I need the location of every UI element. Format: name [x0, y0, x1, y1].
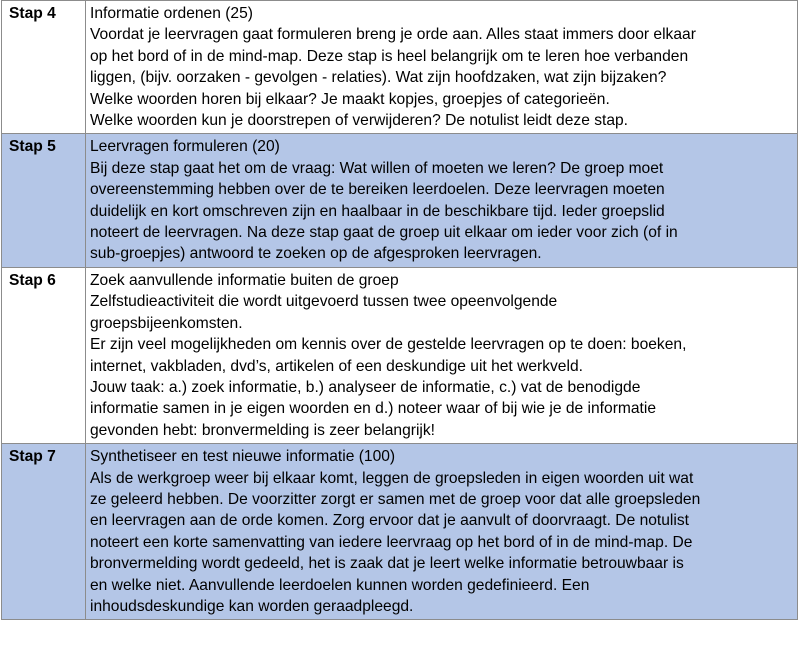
- step-text-line: en leervragen aan de orde komen. Zorg ervoor dat je aanvult of doorvraagt. De notulist: [90, 512, 689, 530]
- step-content: [86, 134, 798, 267]
- step-text-line: bronvermelding wordt gedeeld, het is zaak dat je leert welke informatie betrouwbaar is: [90, 555, 684, 573]
- step-title: Zoek aanvullende informatie buiten de groep: [90, 271, 399, 289]
- step-label: Stap 6: [2, 267, 86, 443]
- step-text-line: inhoudsdeskundige kan worden geraadpleegd.: [90, 597, 414, 615]
- step-text-line: Welke woorden kun je doorstrepen of verwijderen? De notulist leidt deze stap.: [90, 112, 628, 130]
- step-text-line: gevonden hebt: bronvermelding is zeer belangrijk!: [90, 421, 436, 439]
- step-row: [2, 444, 798, 620]
- step-row: [2, 134, 798, 267]
- step-title: Informatie ordenen (25): [90, 5, 253, 22]
- steps-table: [1, 0, 798, 620]
- step-text-line: groepsbijeenkomsten.: [90, 314, 243, 332]
- step-content: [86, 444, 798, 620]
- step-text-line: Zelfstudieactiviteit die wordt uitgevoerd tussen twee opeenvolgende: [90, 293, 558, 311]
- step-content: [86, 1, 798, 134]
- step-text-line: ze geleerd hebben. De voorzitter zorgt er samen met de groep voor dat alle groepsleden: [90, 490, 701, 508]
- step-title: Leervragen formuleren (20): [90, 138, 280, 156]
- step-text-line: Er zijn veel mogelijkheden om kennis over de gestelde leervragen op te doen: boeken,: [90, 336, 687, 354]
- step-text-line: internet, vakbladen, dvd’s, artikelen of een deskundige uit het werkveld.: [90, 357, 583, 375]
- step-text-line: sub-groepjes) antwoord te zoeken op de afgesproken leervragen.: [90, 245, 542, 263]
- step-label: Stap 7: [2, 444, 86, 620]
- step-text-line: Voordat je leervragen gaat formuleren breng je orde aan. Alles staat immers door elkaar: [90, 26, 696, 44]
- step-row: [2, 267, 798, 443]
- step-text-line: liggen, (bijv. oorzaken - gevolgen - relaties). Wat zijn hoofdzaken, wat zijn bijzaken?: [90, 69, 667, 87]
- step-text-line: op het bord of in de mind-map. Deze stap is heel belangrijk om te leren hoe verbanden: [90, 47, 689, 65]
- step-text-line: en welke niet. Aanvullende leerdoelen kunnen worden gedefinieerd. Een: [90, 576, 590, 594]
- step-content: [86, 267, 798, 443]
- step-label: Stap 5: [2, 134, 86, 267]
- step-title: Synthetiseer en test nieuwe informatie (100): [90, 448, 396, 466]
- step-text-line: overeenstemming hebben over de te bereiken leerdoelen. Deze leervragen moeten: [90, 181, 665, 199]
- step-text-line: Als de werkgroep weer bij elkaar komt, leggen de groepsleden in eigen woorden uit wat: [90, 469, 694, 487]
- step-text-line: noteert de leervragen. Na deze stap gaat de groep uit elkaar om ieder voor zich (of in: [90, 224, 678, 242]
- step-text-line: Welke woorden horen bij elkaar? Je maakt kopjes, groepjes of categorieën.: [90, 90, 610, 108]
- step-row: [2, 1, 798, 134]
- step-text-line: duidelijk en kort omschreven zijn en haalbaar in de beschikbare tijd. Ieder groepslid: [90, 202, 665, 220]
- step-text-line: Bij deze stap gaat het om de vraag: Wat willen of moeten we leren? De groep moet: [90, 159, 664, 177]
- step-label: Stap 4: [2, 1, 86, 134]
- step-text-line: Jouw taak: a.) zoek informatie, b.) analyseer de informatie, c.) vat de benodigde: [90, 378, 641, 396]
- step-text-line: noteert een korte samenvatting van iedere leervraag op het bord of in de mind-map. De: [90, 533, 693, 551]
- step-text-line: informatie samen in je eigen woorden en d.) noteer waar of bij wie je de informatie: [90, 400, 657, 418]
